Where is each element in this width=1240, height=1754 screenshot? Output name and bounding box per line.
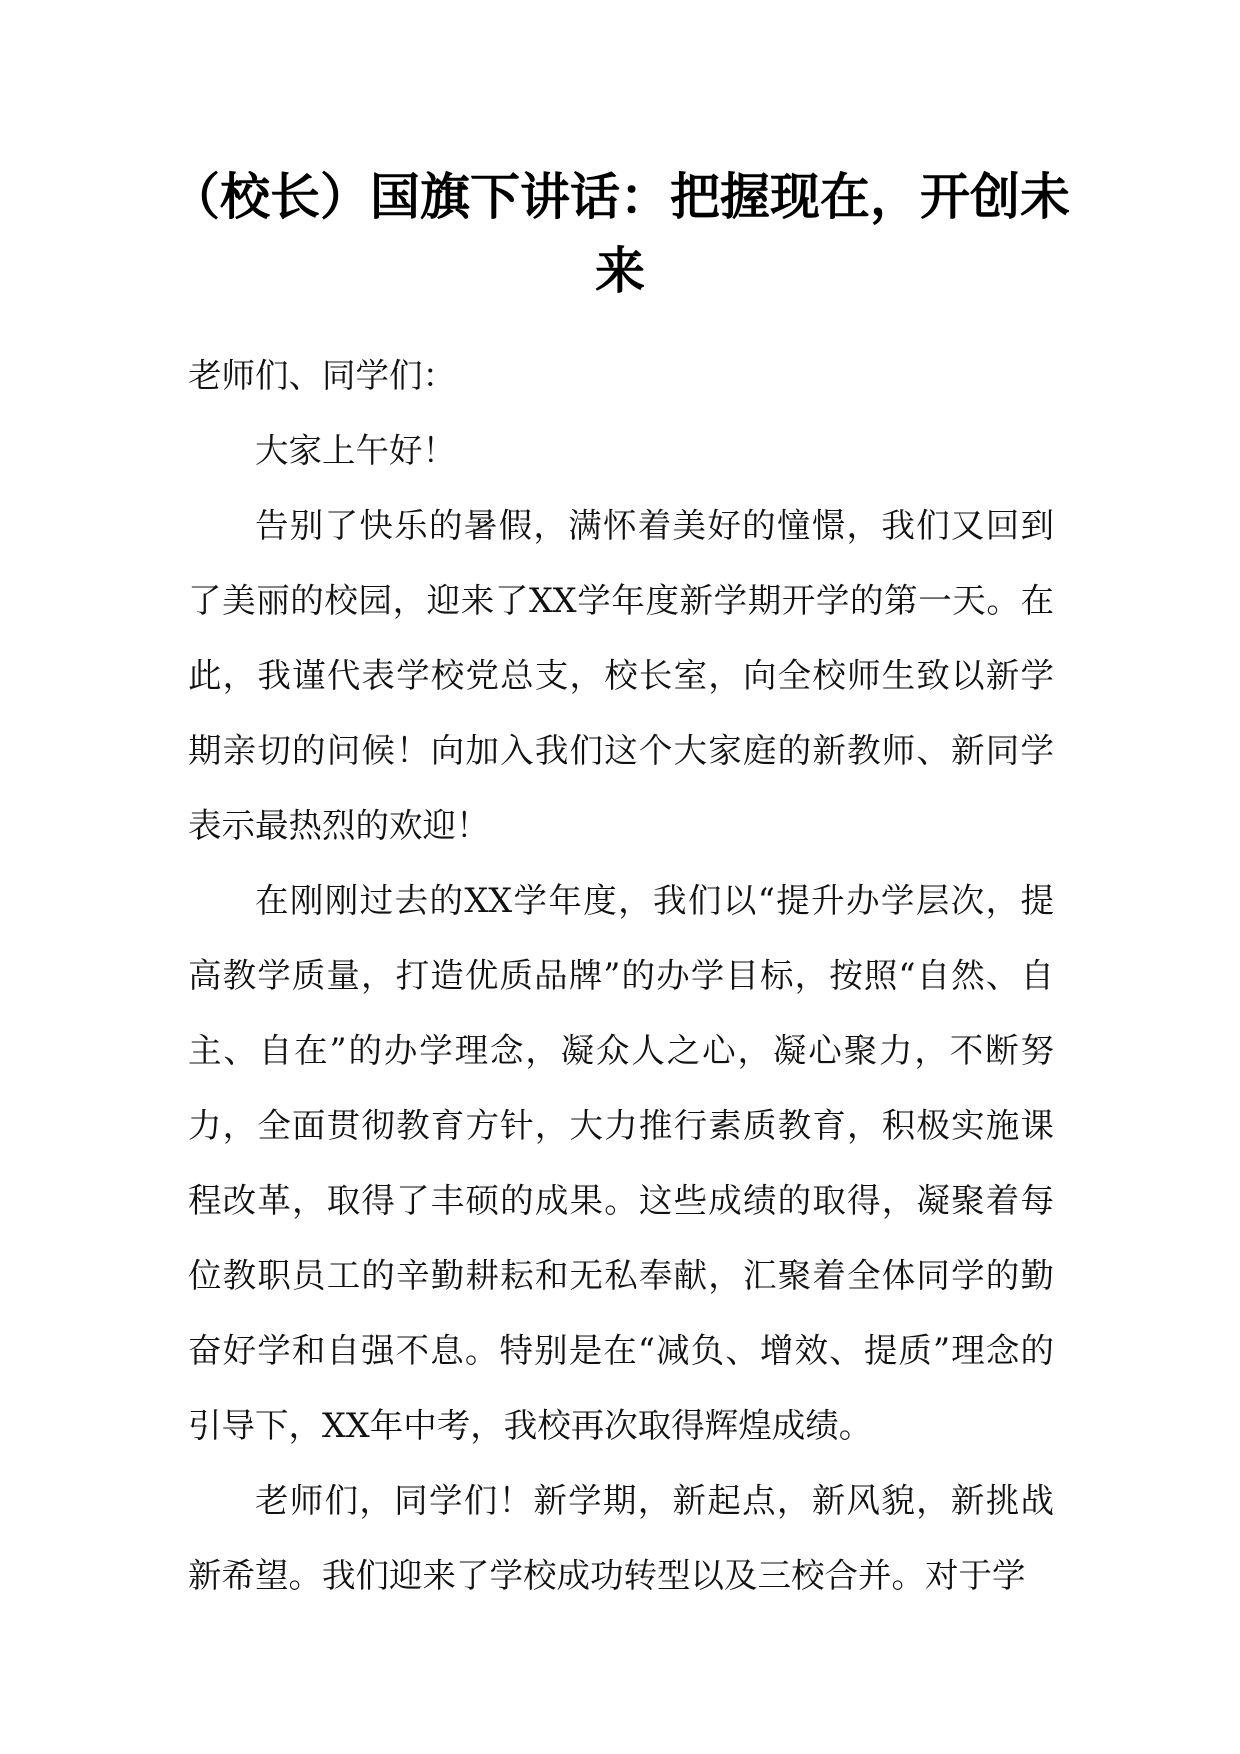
paragraph-new-semester: 老师们，同学们！新学期，新起点，新风貌，新挑战新希望。我们迎来了学校成功转型以及三校合并。对于学 [188,1481,1054,1595]
document-body [188,338,1054,1613]
paragraph-greeting: 大家上午好！ [255,431,456,470]
salutation: 老师们、同学们： [188,356,456,395]
paragraph-achievements: 在刚刚过去的XX学年度，我们以“提升办学层次，提高教学质量，打造优质品牌”的办学目标，按照“自然、自主、自在”的办学理念，凝众人之心，凝心聚力，不断努力，全面贯彻教育方针，大力推行素质教育，积极实施课程改革，取得了丰硕的成果。这些成绩的取得，凝聚着每位教职员工的辛勤耕耘和无私奉献，汇聚着全体同学的勤奋好学和自强不息。特别是在“减负、增效、提质”理念的引导下，XX年中考，我校再次取得辉煌成绩。 [188,881,1054,1445]
paragraph-welcome: 告别了快乐的暑假，满怀着美好的憧憬，我们又回到了美丽的校园，迎来了XX学年度新学期开学的第一天。在此，我谨代表学校党总支，校长室，向全校师生致以新学期亲切的问候！向加入我们这个大家庭的新教师、新同学表示最热烈的欢迎！ [188,506,1054,845]
page-title: （校长）国旗下讲话：把握现在，开创未来 [170,168,1070,300]
